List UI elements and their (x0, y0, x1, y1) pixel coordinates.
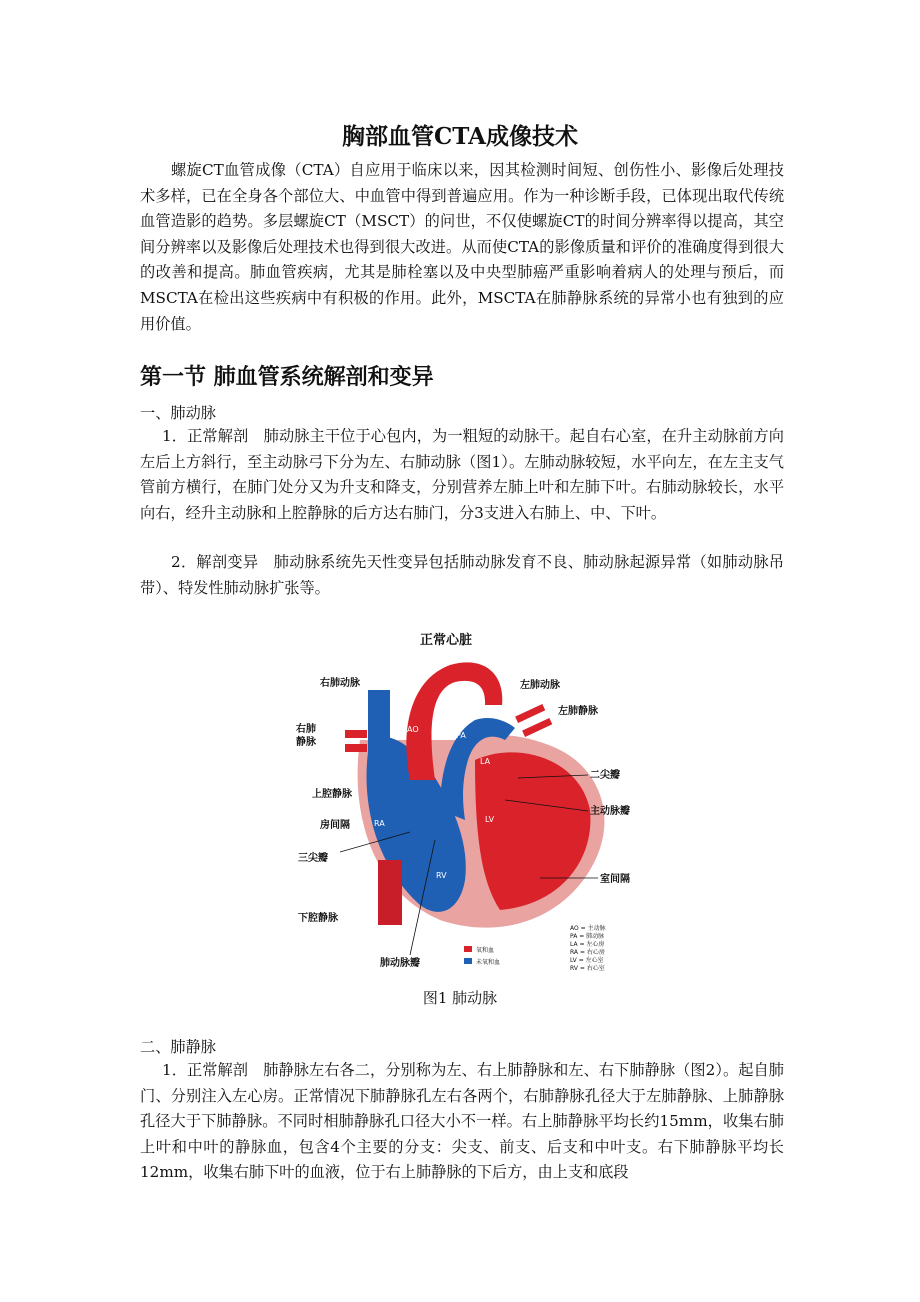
label-pulmonary-valve: 肺动脉瓣 (380, 958, 420, 969)
label-lv: LV (485, 815, 495, 824)
document-title: 胸部血管CTA成像技术 (341, 123, 578, 150)
label-left-pulmonary-artery: 左肺动脉 (520, 680, 560, 691)
subheading-pulmonary-vein: 二、肺静脉 (140, 1038, 216, 1056)
left-pulmonary-vein-2 (522, 718, 552, 737)
left-pulmonary-vein-1 (515, 704, 545, 723)
key-la: LA = 左心房 (570, 941, 605, 948)
label-inferior-vena-cava: 下腔静脉 (298, 913, 338, 924)
label-right-pulmonary-vein-line2: 静脉 (296, 737, 316, 748)
label-ao: AO (407, 725, 419, 734)
legend-deoxy-label: 未氧和血 (476, 959, 501, 966)
section-heading: 第一节 肺血管系统解剖和变异 (140, 364, 434, 390)
paragraph-artery-anatomy: 1．正常解剖 肺动脉主干位于心包内，为一粗短的动脉干。起自右心室，在升主动脉前方向左后上方斜行，至主动脉弓下分为左、右肺动脉（图1）。左肺动脉较短，水平向左，在左主支气管前方横行，在肺门处分又为升支和降支，分别营养左肺上叶和左肺下叶。右肺动脉较长，水平向右，经升主动脉和上腔静脉的后方达右肺门，分3支进入右肺上、中、下叶。 (140, 427, 784, 522)
label-right-pulmonary-vein-line1: 右肺 (296, 724, 316, 735)
paragraph-artery-variation: 2．解剖变异 肺动脉系统先天性变异包括肺动脉发育不良、肺动脉起源异常（如肺动脉吊带）、特发性肺动脉扩张等。 (140, 553, 784, 597)
key-ao: AO = 主动脉 (570, 925, 606, 932)
key-lv: LV = 左心室 (570, 957, 604, 964)
label-tricuspid-valve: 三尖瓣 (298, 853, 328, 864)
right-pulmonary-vein-2 (345, 744, 367, 752)
key-rv: RV = 右心室 (570, 965, 605, 972)
label-atrial-septum: 房间隔 (320, 820, 350, 831)
paragraph-vein-anatomy: 1．正常解剖 肺静脉左右各二，分别称为左、右上肺静脉和左、右下肺静脉（图2）。起自肺门、分别注入左心房。正常情况下肺静脉孔左右各两个，右肺静脉孔径大于左肺静脉、上肺静脉孔径大于下肺静脉。不同时相肺静脉孔口径大小不一样。右上肺静脉平均长约15mm，收集右肺上叶和中叶的静脉血，包含4个主要的分支：尖支、前支、后支和中叶支。右下肺静脉平均长12mm，收集右肺下叶的血液，位于右上肺静脉的下后方，由上支和底段 (140, 1061, 784, 1182)
label-ra: RA (374, 819, 385, 828)
inferior-vena-cava (378, 860, 402, 925)
label-superior-vena-cava: 上腔静脉 (312, 789, 352, 800)
label-right-pulmonary-artery: 右肺动脉 (320, 678, 360, 689)
subheading-pulmonary-artery: 一、肺动脉 (140, 404, 216, 422)
right-pulmonary-vein-1 (345, 730, 367, 738)
label-left-pulmonary-vein: 左肺静脉 (558, 706, 598, 717)
legend-deoxy-swatch (464, 958, 472, 964)
figure-title: 正常心脏 (420, 633, 473, 648)
legend-oxy-label: 氧和血 (476, 947, 495, 954)
label-pa: PA (456, 731, 466, 740)
key-ra: RA = 右心房 (570, 949, 605, 956)
figure-caption: 图1 肺动脉 (422, 989, 498, 1007)
label-mitral-valve: 二尖瓣 (590, 770, 620, 781)
label-ventricular-septum: 室间隔 (600, 874, 630, 885)
label-la: LA (480, 757, 491, 766)
superior-vena-cava (368, 690, 390, 760)
legend-oxy-swatch (464, 946, 472, 952)
key-pa: PA = 肺动脉 (570, 933, 605, 940)
label-aortic-valve: 主动脉瓣 (590, 806, 630, 817)
label-rv: RV (436, 871, 447, 880)
intro-paragraph: 螺旋CT血管成像（CTA）自应用于临床以来，因其检测时间短、创伤性小、影像后处理技术多样，已在全身各个部位大、中血管中得到普遍应用。作为一种诊断手段，已体现出取代传统血管造影的趋势。多层螺旋CT（MSCT）的问世，不仅使螺旋CT的时间分辨率得以提高，其空间分辨率以及影像后处理技术也得到很大改进。从而使CTA的影像质量和评价的准确度得到很大的改善和提高。肺血管疾病，尤其是肺栓塞以及中央型肺癌严重影响着病人的处理与预后，而MSCTA在检出这些疾病中有积极的作用。此外，MSCTA在肺静脉系统的异常小也有独到的应用价值。 (140, 161, 784, 333)
heart-figure (290, 620, 640, 990)
